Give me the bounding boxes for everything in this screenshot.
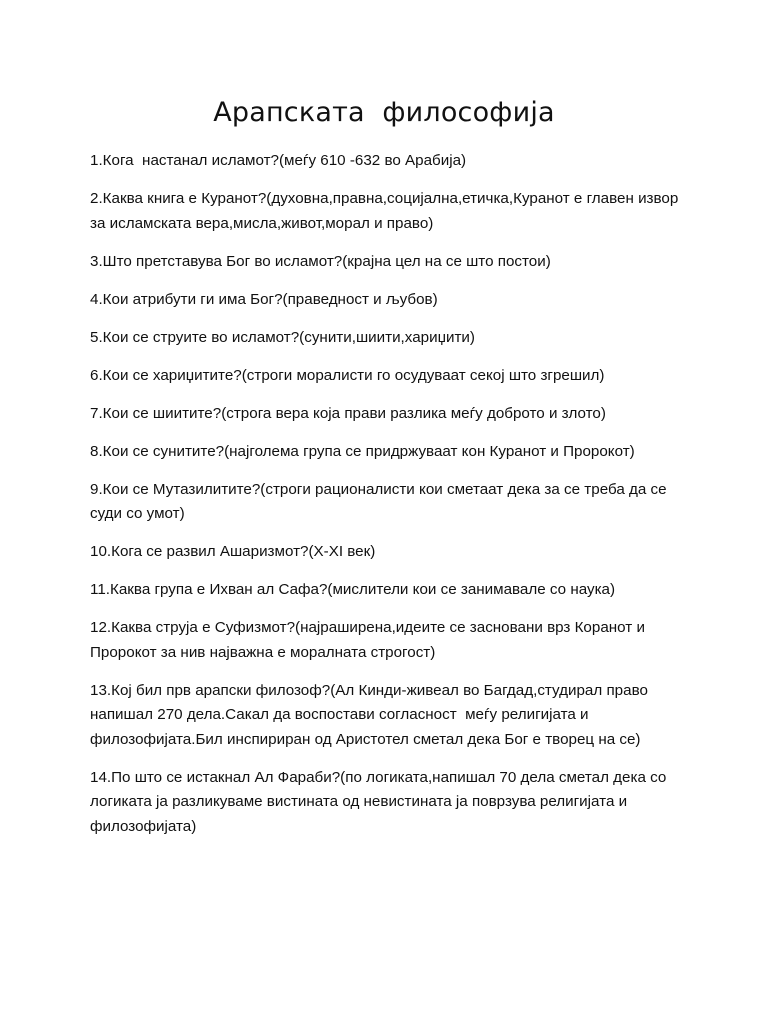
question-item: 5.Кои се струите во исламот?(сунити,шиити,хариџити) [90,328,475,346]
question-item: 12.Каква струја е Суфизмот?(најраширена,идеите се засновани врз Коранот и Пророкот за нив најважна е моралната строгост) [90,619,650,661]
question-item: 6.Кои се хариџитите?(строги моралисти го осудуваат секој што згрешил) [90,366,605,384]
question-item: 2.Каква книга е Куранот?(духовна,правна,социјална,етичка,Куранот е главен извор за исламската вера,мисла,живот,морал и право) [90,190,683,232]
question-item: 3.Што претставува Бог во исламот?(крајна цел на се што постои) [90,252,551,270]
question-item: 8.Кои се сунитите?(најголема група се придржуваат кон Куранот и Пророкот) [90,442,635,460]
question-item: 9.Кои се Мутазилитите?(строги рационалисти кои сметаат дека за се треба да се суди со умот) [90,480,671,522]
question-item: 10.Кога се развил Ашаризмот?(X-XI век) [90,543,376,560]
question-item: 14.По што се истакнал Ал Фараби?(по логиката,напишал 70 дела сметал дека со логиката ја разликуваме вистината од невистината ја поврзува религијата и филозофијата) [90,768,671,835]
question-list [90,149,690,853]
question-item: 4.Кои атрибути ги има Бог?(праведност и љубов) [90,290,438,308]
document-title: Арапската философија [213,97,555,128]
question-item: 1.Кога настанал исламот?(меѓу 610 -632 во Арабија) [90,152,467,169]
question-item: 11.Каква група е Ихван ал Сафа?(мислители кои се занимавале со наука) [90,581,616,598]
question-item: 7.Кои се шиитите?(строга вера која прави разлика меѓу доброто и злото) [90,404,606,422]
question-item: 13.Кој бил прв арапски филозоф?(Ал Кинди-живеал во Багдад,студирал право напишал 270 дела.Сакал да воспостави согласност меѓу религијата и филозофијата.Бил инспириран од Аристотел сметал дека Бог е творец на се) [90,681,653,748]
